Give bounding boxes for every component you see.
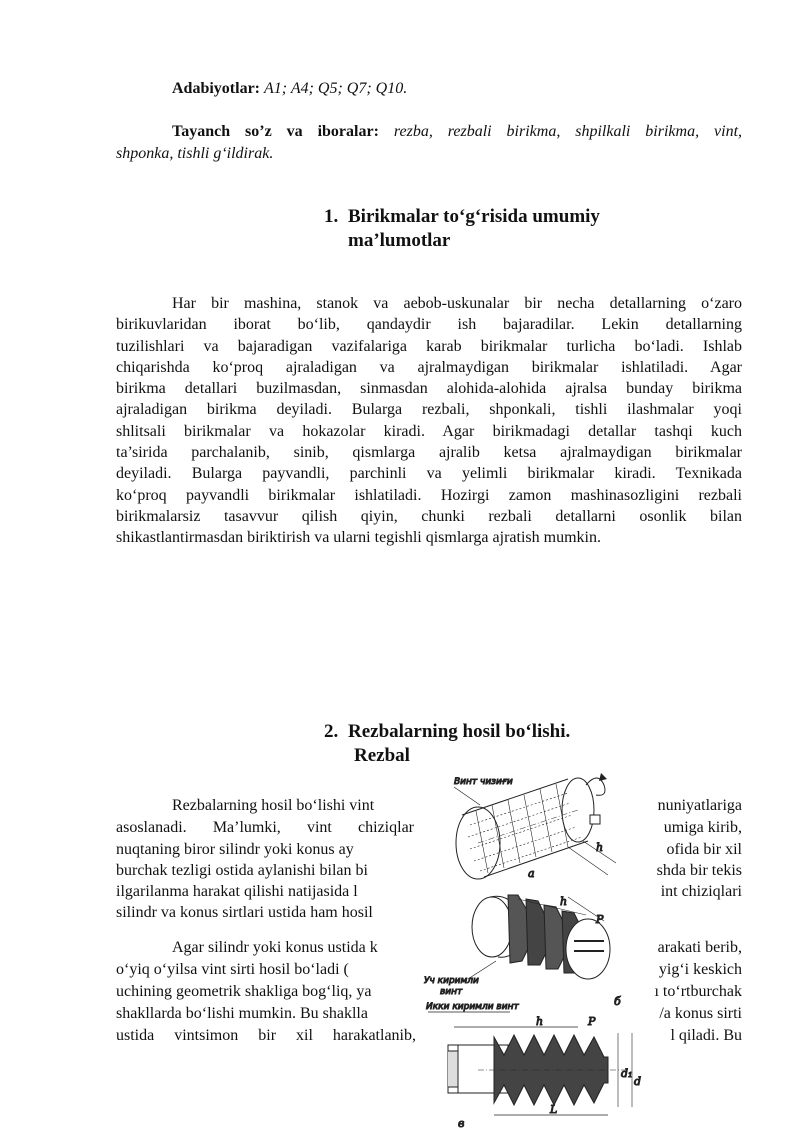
references-line bbox=[172, 78, 407, 99]
section2-title-line2: Rezbal bbox=[354, 745, 410, 766]
section2-p2-right-4: l qiladi. Bu bbox=[670, 1027, 742, 1044]
label-uch-kirimli: Уч киримли bbox=[424, 976, 479, 986]
section1-title-line2: ma’lumotlar bbox=[348, 230, 451, 251]
section1-paragraph bbox=[116, 293, 742, 549]
keywords-line-1 bbox=[172, 121, 742, 142]
paragraph-line: shlitsali birikmalar va hokazolar kiradi. Agar birikmadagi detallar tashqi kuch bbox=[116, 422, 742, 440]
letter-v: в bbox=[458, 1117, 465, 1130]
thread-illustration bbox=[418, 765, 644, 1131]
dim-d: d bbox=[634, 1075, 642, 1088]
paragraph-line: ko‘proq payvandli birikmalar ishlatiladi. Hozirgi zamon mashinasozligini rezbali bbox=[116, 486, 742, 504]
paragraph-line: shikastlantirmasdan biriktirish va ularni tegishli qismlarga ajratish mumkin. bbox=[116, 529, 601, 547]
dim-h-a: h bbox=[596, 841, 604, 854]
section2-p2-left-4: ustida vintsimon bir xil harakatlanib, bbox=[116, 1027, 416, 1044]
section1-title-line1: Birikmalar to‘g‘risida umumiy bbox=[348, 206, 600, 227]
references-value: A1; A4; Q5; Q7; Q10. bbox=[264, 80, 408, 97]
section2-p1-left-2: nuqtaning biror silindr yoki konus ay bbox=[116, 841, 354, 858]
section2-p1-left-1: asoslanadi. Ma’lumki, vint chiziqlar bbox=[116, 819, 414, 836]
paragraph-line: birikuvlaridan iborat bo‘lib, qandaydir ish bajaradilar. Lekin detallarning bbox=[116, 316, 742, 334]
dim-h-v: h bbox=[536, 1015, 544, 1028]
paragraph-line: Har bir mashina, stanok va aebob-uskunalar bir necha detallarning o‘zaro bbox=[172, 295, 742, 312]
section2-number: 2. bbox=[324, 721, 339, 742]
paragraph-line: tuzilishlari va bajaradigan vazifalariga karab birikmalar turlicha bo‘ladi. Ishlab bbox=[116, 337, 742, 355]
references-label: Adabiyotlar: bbox=[172, 80, 260, 97]
section2-p1-right-3: shda bir tekis bbox=[656, 862, 742, 879]
label-vint: винт bbox=[440, 987, 463, 997]
section2-p1-right-0: nuniyatlariga bbox=[657, 797, 742, 814]
section2-p1-left-5: silindr va konus sirtlari ustida ham hosil bbox=[116, 904, 373, 921]
two-start-thread-section bbox=[448, 1015, 641, 1130]
paragraph-line: birikmalarsiz tasavvur qilish qiyin, chunki rezbali detallarni osonlik bilan bbox=[116, 507, 742, 525]
section1-number: 1. bbox=[324, 206, 339, 227]
section2-p2-right-3: /a konus sirti bbox=[659, 1005, 742, 1022]
label-vint-chizigi: Винт чизиғи bbox=[454, 777, 513, 787]
dim-l: L bbox=[550, 1103, 558, 1116]
cylinder-helix-drawing bbox=[454, 773, 616, 880]
section2-p1-right-2: ofida bir xil bbox=[666, 841, 742, 858]
section2-p2-left-3: shakllarda bo‘lishi mumkin. Bu shaklla bbox=[116, 1005, 368, 1022]
section2-p1-left-4: ilgarilanma harakat qilishi natijasida l bbox=[116, 883, 358, 900]
thread-figure bbox=[418, 765, 644, 1131]
dim-p-b: P bbox=[596, 913, 604, 926]
three-start-screw-drawing bbox=[424, 895, 621, 1012]
paragraph-line: chiqarishda ko‘proq ajraladigan va ajralmaydigan birikmalar ishlatiladi. Agar bbox=[116, 358, 742, 376]
paragraph-line: ajraladigan birikma deyiladi. Bularga rezbali, shponkali, tishli ilashmalar yoqi bbox=[116, 401, 742, 419]
section2-p1-right-1: umiga kirib, bbox=[663, 819, 742, 836]
paragraph-line: deyiladi. Bularga payvandli, parchinli va yelimli birikmalar kiradi. Texnikada bbox=[116, 465, 742, 483]
section2-p2-left-0: Agar silindr yoki konus ustida k bbox=[172, 939, 378, 956]
dim-d1: d₁ bbox=[621, 1067, 633, 1080]
keywords-label: Tayanch so’z va iboralar: bbox=[172, 123, 379, 140]
section2-p1-left-0: Rezbalarning hosil bo‘lishi vint bbox=[172, 797, 375, 814]
section2-p2-left-1: o‘yiq o‘yilsa vint sirti hosil bo‘ladi ( bbox=[116, 961, 349, 978]
paragraph-line: ta’sirida parchalanib, sinib, qismlarga ajralib ketsa ajralmaydigan birikmalar bbox=[116, 444, 742, 462]
section2-p1-left-3: burchak tezligi ostida aylanishi bilan bi bbox=[116, 862, 368, 879]
section2-p2-left-2: uchining geometrik shakliga bog‘liq, ya bbox=[116, 983, 372, 1000]
section2-p1-right-4: int chiziqlari bbox=[660, 883, 742, 900]
letter-b: б bbox=[614, 995, 621, 1008]
section2-p2-right-0: arakati berib, bbox=[657, 939, 742, 956]
letter-a: a bbox=[528, 867, 535, 880]
label-ikki-kirimli: Икки киримли винт bbox=[426, 1002, 519, 1012]
keywords-line-2: shponka, tishli g‘ildirak. bbox=[116, 145, 274, 162]
section2-title-line1: Rezbalarning hosil bo‘lishi. bbox=[348, 721, 571, 742]
section2-p2-right-1: yig‘i keskich bbox=[658, 961, 742, 978]
keywords-text-1: rezba, rezbali birikma, shpilkali birikma, vint, bbox=[393, 123, 743, 140]
paragraph-line: birikma detallari buzilmasdan, sinmasdan alohida-alohida ajralsa bunday birikma bbox=[116, 380, 742, 398]
dim-h-b: h bbox=[560, 895, 568, 908]
section2-p2-right-2: ı to‘rtburchak bbox=[654, 983, 742, 1000]
dim-p-v: P bbox=[588, 1015, 596, 1028]
